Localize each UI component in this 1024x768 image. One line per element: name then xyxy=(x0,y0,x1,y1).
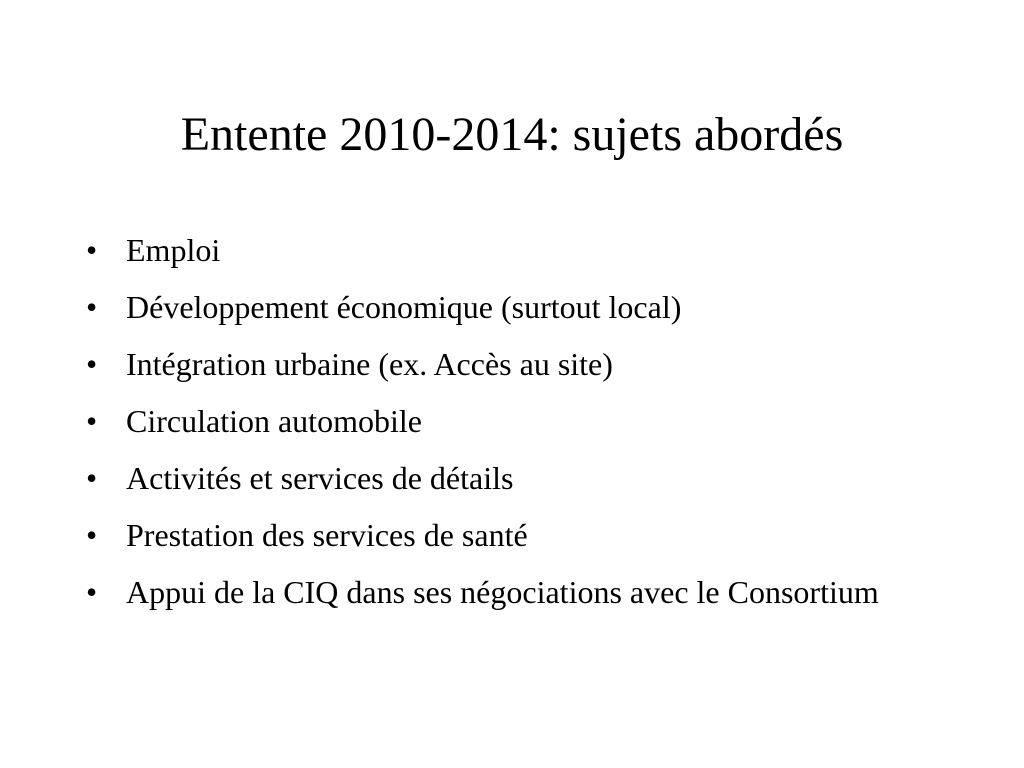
bullet-icon: • xyxy=(86,460,98,496)
list-item xyxy=(86,403,946,439)
bullet-icon: • xyxy=(86,574,98,610)
bullet-icon: • xyxy=(86,517,98,553)
slide-title: Entente 2010-2014: sujets abordés xyxy=(180,108,844,161)
bullet-icon: • xyxy=(86,346,98,382)
list-item-text: Intégration urbaine (ex. Accès au site) xyxy=(126,346,613,382)
list-item xyxy=(86,574,946,610)
list-item xyxy=(86,460,946,496)
list-item-text: Prestation des services de santé xyxy=(126,517,528,553)
bullet-list xyxy=(86,232,946,631)
list-item-text: Développement économique (surtout local) xyxy=(126,289,682,325)
list-item xyxy=(86,517,946,553)
list-item-text: Appui de la CIQ dans ses négociations avec le Consortium xyxy=(126,574,879,610)
list-item-text: Circulation automobile xyxy=(126,403,422,439)
bullet-icon: • xyxy=(86,289,98,325)
list-item-text: Emploi xyxy=(126,232,221,268)
list-item xyxy=(86,232,946,268)
list-item xyxy=(86,289,946,325)
list-item xyxy=(86,346,946,382)
bullet-icon: • xyxy=(86,403,98,439)
list-item-text: Activités et services de détails xyxy=(126,460,514,496)
bullet-icon: • xyxy=(86,232,98,268)
